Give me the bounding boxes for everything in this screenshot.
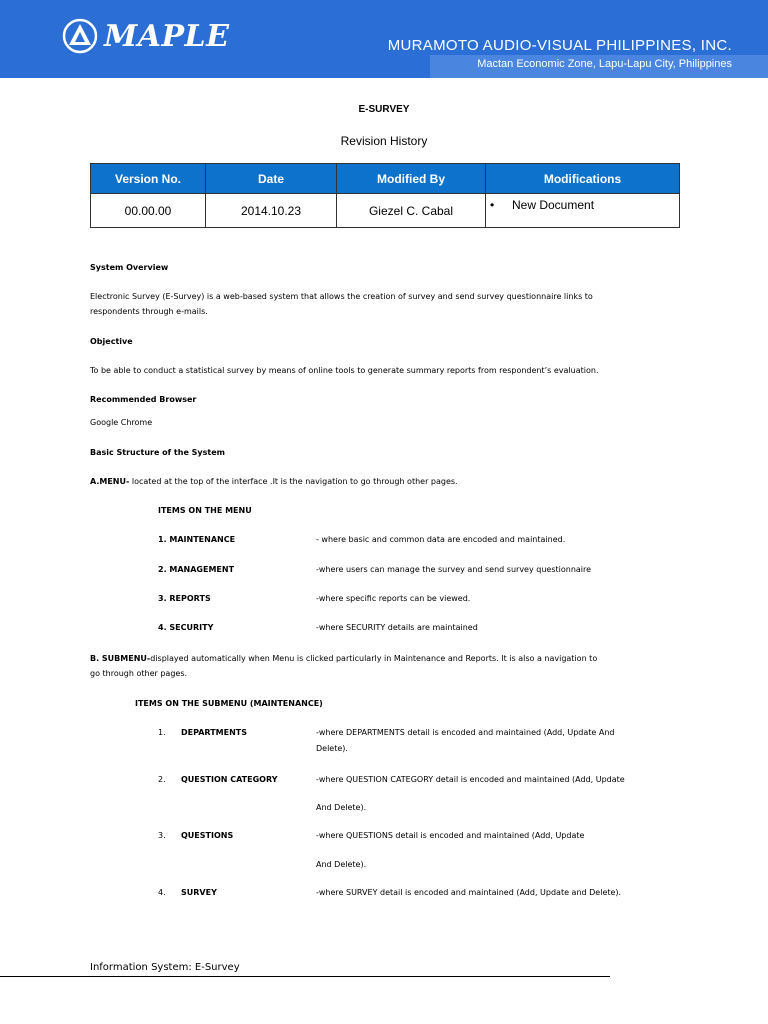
- submenu-item-name: DEPARTMENTS: [181, 728, 248, 737]
- submenu-text: displayed automatically when Menu is clicked particularly in Maintenance and Reports. It is also a navigation to: [150, 654, 598, 663]
- objective-heading: Objective: [90, 337, 133, 346]
- menu-item-desc: - where basic and common data are encoded and maintained.: [316, 535, 566, 544]
- modification-text: New Document: [512, 198, 595, 212]
- submenu-item-name: SURVEY: [181, 888, 217, 897]
- maple-logo: [62, 18, 230, 54]
- revision-history-table: [90, 163, 680, 228]
- date-cell: 2014.10.23: [206, 194, 337, 228]
- menu-item-desc: -where specific reports can be viewed.: [316, 594, 471, 603]
- submenu-item-desc: -where DEPARTMENTS detail is encoded and maintained (Add, Update And: [316, 728, 615, 737]
- column-header: Modifications: [486, 164, 680, 194]
- menu-item-desc: -where users can manage the survey and send survey questionnaire: [316, 565, 592, 574]
- table-header-row: [91, 164, 680, 194]
- submenu-description-line1: [90, 651, 597, 666]
- column-header: Modified By: [337, 164, 486, 194]
- submenu-item-desc: -where QUESTION CATEGORY detail is encoded and maintained (Add, Update: [316, 775, 625, 784]
- modifications-cell: [486, 194, 680, 228]
- submenu-item-number: 1.: [158, 728, 166, 737]
- submenu-items-heading: ITEMS ON THE SUBMENU (MAINTENANCE): [135, 699, 323, 708]
- column-header: Version No.: [91, 164, 206, 194]
- page-header: [0, 0, 768, 78]
- submenu-item-number: 4.: [158, 888, 166, 897]
- document-title: E-SURVEY: [358, 104, 410, 115]
- submenu-item-desc-cont: And Delete).: [316, 860, 367, 869]
- footer-divider: [0, 976, 610, 977]
- browser-heading: Recommended Browser: [90, 395, 197, 404]
- logo-text: MAPLE: [104, 18, 230, 54]
- menu-description: [90, 474, 458, 489]
- menu-item-name: 3. REPORTS: [158, 594, 211, 603]
- browser-text: Google Chrome: [90, 418, 153, 427]
- footer-text: Information System: E-Survey: [90, 962, 240, 973]
- submenu-label: B. SUBMENU-: [90, 654, 151, 663]
- table-row: [91, 194, 680, 228]
- submenu-item-desc-cont: Delete).: [316, 744, 348, 753]
- maple-logo-icon: [62, 18, 98, 54]
- submenu-item-desc: -where SURVEY detail is encoded and maintained (Add, Update and Delete).: [316, 888, 622, 897]
- version-cell: 00.00.00: [91, 194, 206, 228]
- bullet-icon: •: [490, 198, 495, 212]
- objective-text: To be able to conduct a statistical survey by means of online tools to generate summary reports from respondent’s evaluation.: [90, 366, 599, 375]
- overview-text-line1: Electronic Survey (E-Survey) is a web-based system that allows the creation of survey and send survey questionnaire links to: [90, 292, 593, 301]
- submenu-item-desc: -where QUESTIONS detail is encoded and maintained (Add, Update: [316, 831, 585, 840]
- column-header: Date: [206, 164, 337, 194]
- document-subtitle: Revision History: [340, 134, 428, 148]
- menu-label: A.MENU-: [90, 477, 130, 486]
- submenu-item-name: QUESTIONS: [181, 831, 234, 840]
- submenu-item-name: QUESTION CATEGORY: [181, 775, 278, 784]
- menu-item-desc: -where SECURITY details are maintained: [316, 623, 478, 632]
- company-name: MURAMOTO AUDIO-VISUAL PHILIPPINES, INC.: [387, 37, 732, 54]
- modified-by-cell: Giezel C. Cabal: [337, 194, 486, 228]
- submenu-item-desc-cont: And Delete).: [316, 803, 367, 812]
- structure-heading: Basic Structure of the System: [90, 448, 225, 457]
- submenu-description-line2: go through other pages.: [90, 669, 188, 678]
- overview-text-line2: respondents through e-mails.: [90, 307, 208, 316]
- menu-item-name: 1. MAINTENANCE: [158, 535, 236, 544]
- overview-heading: System Overview: [90, 263, 169, 272]
- menu-item-name: 2. MANAGEMENT: [158, 565, 235, 574]
- menu-item-name: 4. SECURITY: [158, 623, 214, 632]
- submenu-item-number: 2.: [158, 775, 166, 784]
- submenu-item-number: 3.: [158, 831, 166, 840]
- menu-text: located at the top of the interface .It is the navigation to go through other pages.: [129, 477, 458, 486]
- company-address: Mactan Economic Zone, Lapu-Lapu City, Philippines: [477, 58, 732, 70]
- menu-items-heading: ITEMS ON THE MENU: [158, 506, 252, 515]
